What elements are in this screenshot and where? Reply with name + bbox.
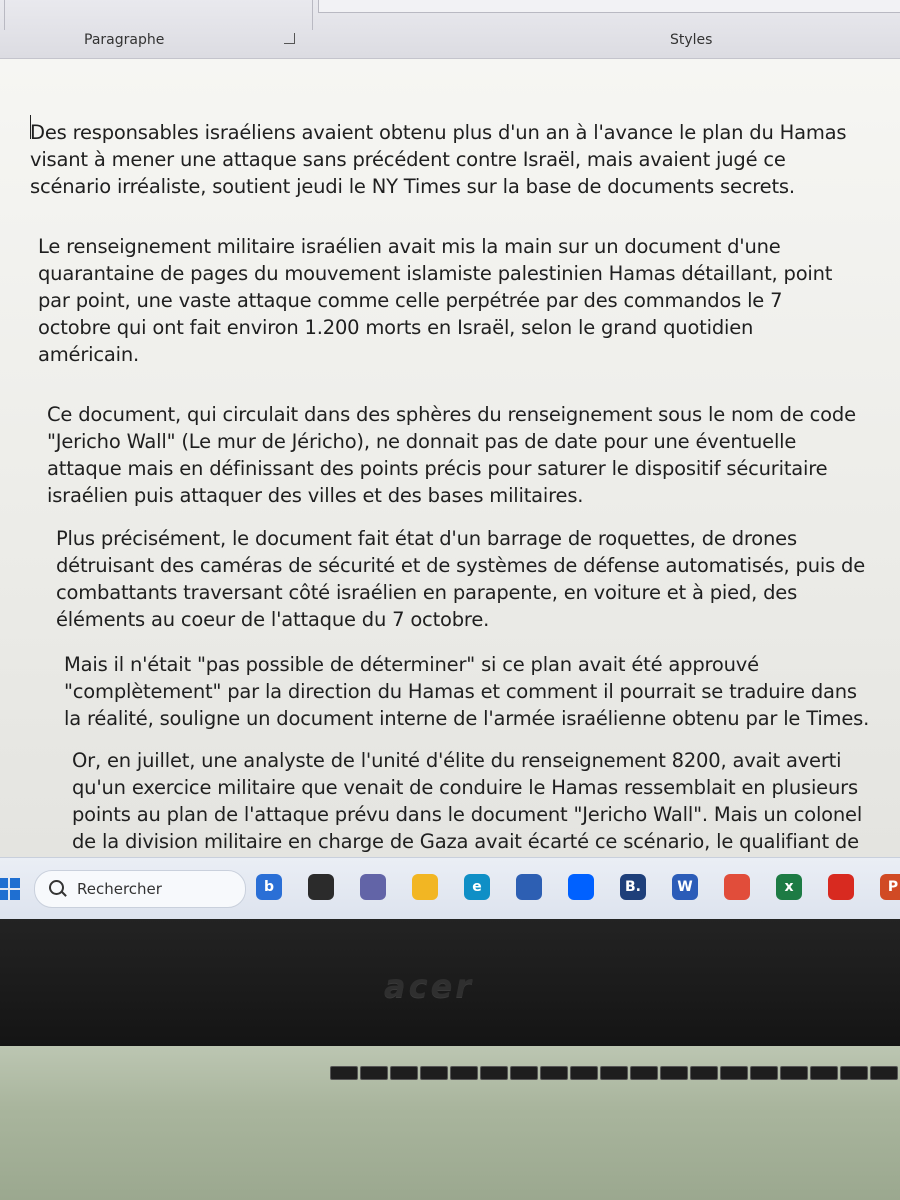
text-line: israélien puis attaquer des villes et des bases militaires.	[47, 484, 584, 507]
word-icon[interactable]: W	[672, 874, 698, 900]
paragraph-6[interactable]	[72, 747, 862, 855]
misspelled-word: Jericho	[55, 430, 121, 453]
paragraph-1[interactable]	[30, 119, 846, 200]
text-run: de l'attaque du 7 octobre.	[234, 608, 490, 631]
misspelled-word: Jericho	[582, 803, 648, 826]
text-line: "complètement" par la direction du Hamas et comment il pourrait se traduire dans	[64, 680, 857, 703]
keyboard-key	[450, 1066, 478, 1080]
keyboard-key	[570, 1066, 598, 1080]
paragraph-group-label: Paragraphe	[84, 32, 165, 48]
keyboard-key	[690, 1066, 718, 1080]
document-page[interactable]	[0, 59, 900, 857]
taskbar-search-box[interactable]	[34, 870, 246, 908]
styles-gallery[interactable]	[318, 0, 900, 13]
keyboard-key	[810, 1066, 838, 1080]
text-line	[47, 428, 856, 455]
task-view-icon[interactable]	[308, 874, 334, 900]
text-line: Or, en juillet, une analyste de l'unité d'élite du renseignement 8200, avait averti	[72, 749, 842, 772]
text-line: détruisant des caméras de sécurité et de systèmes de défense automatisés, puis de	[56, 554, 866, 577]
text-line: scénario irréaliste, soutient jeudi le NY Times sur la base de documents secrets.	[30, 175, 795, 198]
keyboard-key	[660, 1066, 688, 1080]
dropbox-icon[interactable]	[568, 874, 594, 900]
b-app-icon[interactable]: B.	[620, 874, 646, 900]
chrome-icon[interactable]	[724, 874, 750, 900]
edge-icon[interactable]: e	[464, 874, 490, 900]
paragraph-3[interactable]	[47, 401, 856, 509]
text-run: Wall" (Le mur de Jéricho), ne donnait pas de date pour une éventuelle	[120, 430, 797, 453]
paragraph-4[interactable]	[56, 525, 865, 633]
text-line: la réalité, souligne un document interne de l'armée israélienne obtenu par le Times.	[64, 707, 870, 730]
acrobat-icon[interactable]	[828, 874, 854, 900]
text-line: visant à mener une attaque sans précédent contre Israël, mais avaient jugé ce	[30, 148, 786, 171]
text-line: octobre qui ont fait environ 1.200 morts en Israël, selon le grand quotidien	[38, 316, 754, 339]
keyboard-key	[330, 1066, 358, 1080]
keyboard-key	[510, 1066, 538, 1080]
text-line: Ce document, qui circulait dans des sphères du renseignement sous le nom de code	[47, 403, 856, 426]
keyboard-key	[360, 1066, 388, 1080]
text-run: éléments au	[56, 608, 181, 631]
text-line: quarantaine de pages du mouvement islamiste palestinien Hamas détaillant, point	[38, 262, 833, 285]
powerpoint-icon[interactable]: P	[880, 874, 900, 900]
keyboard-key	[750, 1066, 778, 1080]
paragraph-dialog-launcher-icon[interactable]	[284, 33, 295, 44]
misspelled-word: coeur	[180, 608, 235, 631]
bing-icon[interactable]: b	[256, 874, 282, 900]
text-line: Le renseignement militaire israélien avait mis la main sur un document d'une	[38, 235, 781, 258]
laptop-keyboard	[0, 1046, 900, 1200]
text-run: points au plan de l'attaque prévu dans le document "	[72, 803, 583, 826]
keyboard-key	[420, 1066, 448, 1080]
text-line	[56, 606, 865, 633]
search-placeholder: Rechercher	[77, 880, 162, 898]
keyboard-key	[600, 1066, 628, 1080]
ribbon	[0, 0, 900, 59]
keyboard-key	[720, 1066, 748, 1080]
keyboard-key	[780, 1066, 808, 1080]
brand-logo: acer	[384, 967, 475, 1005]
keyboard-key	[540, 1066, 568, 1080]
paragraph-5[interactable]	[64, 651, 869, 732]
laptop-bezel	[0, 919, 900, 1049]
keyboard-key	[840, 1066, 868, 1080]
text-line: par point, une vaste attaque comme celle perpétrée par des commandos le 7	[38, 289, 783, 312]
taskbar	[0, 857, 900, 920]
keyboard-key	[480, 1066, 508, 1080]
file-explorer-icon[interactable]	[412, 874, 438, 900]
paragraph-2[interactable]	[38, 233, 832, 368]
keyboard-key	[390, 1066, 418, 1080]
text-line: combattants traversant côté israélien en parapente, en voiture et à pied, des	[56, 581, 798, 604]
ribbon-group-divider	[4, 0, 5, 30]
keyboard-key	[870, 1066, 898, 1080]
store-icon[interactable]	[516, 874, 542, 900]
text-run: Wall". Mais un colonel	[647, 803, 863, 826]
text-run: "	[47, 430, 56, 453]
ribbon-group-divider	[312, 0, 313, 30]
text-line: américain.	[38, 343, 140, 366]
start-windows-icon[interactable]	[0, 878, 20, 900]
text-line: de la division militaire en charge de Gaza avait écarté ce scénario, le qualifiant de	[72, 830, 859, 853]
keyboard-keys	[330, 1058, 900, 1082]
teams-chat-icon[interactable]	[360, 874, 386, 900]
text-line: Plus précisément, le document fait état d'un barrage de roquettes, de drones	[56, 527, 797, 550]
keyboard-key	[630, 1066, 658, 1080]
search-icon	[49, 880, 64, 895]
text-line: attaque mais en définissant des points précis pour saturer le dispositif sécuritaire	[47, 457, 828, 480]
text-line: qu'un exercice militaire que venait de conduire le Hamas ressemblait en plusieurs	[72, 776, 858, 799]
styles-group-label: Styles	[670, 32, 713, 48]
excel-icon[interactable]: x	[776, 874, 802, 900]
text-line: Des responsables israéliens avaient obtenu plus d'un an à l'avance le plan du Hamas	[30, 121, 847, 144]
text-line	[72, 801, 862, 828]
text-line: Mais il n'était "pas possible de déterminer" si ce plan avait été approuvé	[64, 653, 759, 676]
